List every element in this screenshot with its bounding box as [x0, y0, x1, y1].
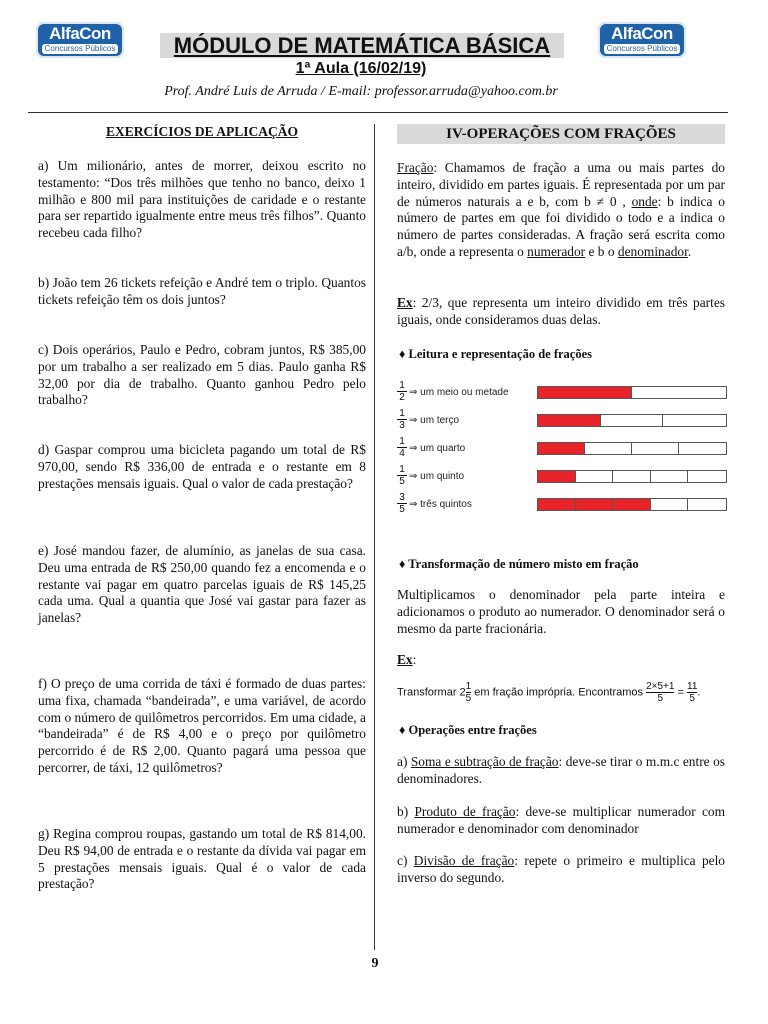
page-title: MÓDULO DE MATEMÁTICA BÁSICA: [173, 33, 551, 58]
ex2-mid: em fração imprópria. Encontramos: [471, 686, 647, 699]
frac-num: 11: [687, 681, 698, 692]
fraction-row: [397, 436, 727, 460]
frac-den: 5: [465, 693, 472, 704]
example-label: Ex: [397, 295, 413, 310]
op-b-text: : deve-se multiplicar numerador com numerador e denominador com denominador: [397, 804, 725, 836]
operations-heading: ♦ Operações entre frações: [399, 723, 537, 737]
frac-num: 2×5+1: [646, 681, 675, 692]
op-c-text: : repete o primeiro e multiplica pelo inverso do segundo.: [397, 853, 725, 885]
def-text-e: e b o: [585, 243, 618, 259]
example-2-label: [397, 652, 725, 669]
mixed-text: Multiplicamos o denominador pela parte inteira e adicionamos o produto ao numerador. O denominador será o mesmo da parte fracionária.: [397, 587, 725, 636]
exercise-g: g) Regina comprou roupas, gastando um total de R$ 814,00. Deu R$ 94,00 de entrada e o restante da dívida vai pagar em 5 prestações mensais iguais. Qual é o valor de cada prestação?: [38, 826, 366, 892]
fraction-bar-filled-part: [538, 415, 601, 426]
ex2-pre: Transformar 2: [397, 686, 466, 699]
fraction-symbol: [397, 492, 407, 515]
mixed-example: [397, 681, 745, 704]
fraction-bar-empty-part: [601, 415, 664, 426]
fraction-bar-empty-part: [613, 471, 651, 482]
fraction-result: [687, 681, 697, 704]
fraction-bar-empty-part: [679, 443, 726, 454]
fraction-bar-empty-part: [632, 387, 726, 398]
fraction-bar-filled-part: [576, 499, 614, 510]
fraction-symbol: [397, 464, 407, 487]
fraction-bar: [537, 470, 727, 483]
fraction-numerator: 3: [397, 492, 407, 504]
ex2-eq: =: [674, 686, 688, 699]
exercise-d: d) Gaspar comprou uma bicicleta pagando um total de R$ 970,00, sendo R$ 336,00 de entrada e o restante em 8 prestações mensais iguais. Qual o valor de cada prestação?: [38, 442, 366, 491]
exercise-e: e) José mandou fazer, de alumínio, as janelas de sua casa. Deu uma entrada de R$ 250,00 quando fez a encomenda e o restante vai pagar em quatro parcelas iguais de R$ 145,25 cada uma. Qual a quantia que José vai gastar para fazer as janelas?: [38, 543, 366, 626]
fraction-label: ⇒ um quinto: [409, 471, 465, 482]
column-divider: [374, 124, 375, 950]
fraction-numerator: 1: [397, 436, 407, 448]
frac-num: 1: [465, 681, 472, 692]
op-c-term: Divisão de fração: [413, 853, 515, 868]
fraction-symbol: [397, 380, 407, 403]
exercises-heading: EXERCÍCIOS DE APLICAÇÃO: [105, 124, 299, 139]
fraction-label: ⇒ um quarto: [409, 443, 466, 454]
logo-brand: AlfaCon: [611, 24, 673, 43]
professor-line: Prof. André Luis de Arruda / E-mail: professor.arruda@yahoo.com.br: [164, 84, 558, 99]
fraction-denominator: 2: [399, 392, 405, 403]
fraction-bar-empty-part: [688, 471, 726, 482]
fraction-bar-empty-part: [632, 443, 679, 454]
reading-heading: ♦ Leitura e representação de frações: [399, 347, 593, 361]
exercise-f: f) O preço de uma corrida de táxi é formado de duas partes: uma fixa, chamada “bandeirada”, e uma variável, de acordo com o número de quilômetros percorridos. Em uma cidade, a “bandeirada” é de R$ 4,00 e o preço por quilômetro percorrido é de R$ 2,00. Quanto pagará uma pessoa que percorrer, de táxi, 12 quilômetros?: [38, 676, 366, 775]
operation-b: [397, 804, 725, 838]
fraction-bar-filled-part: [613, 499, 651, 510]
fraction-bar-filled-part: [538, 471, 576, 482]
fraction-symbol: [397, 436, 407, 459]
frac-den: 5: [689, 693, 695, 704]
fraction-bar: [537, 498, 727, 511]
fraction-bar-empty-part: [585, 443, 632, 454]
exercise-b: b) João tem 26 tickets refeição e André tem o triplo. Quantos tickets refeição têm os dois juntos?: [38, 275, 366, 307]
example-1: [397, 295, 725, 329]
op-b-prefix: b): [397, 804, 415, 819]
fraction-bar-filled-part: [538, 443, 585, 454]
fraction-bar: [537, 442, 727, 455]
fraction-definition: [397, 160, 725, 261]
def-text-1: : Chamamos de fração a uma ou mais partes do inteiro, dividido em partes iguais. É representada por um par de números naturais a e b, com b ≠ 0 ,: [397, 160, 725, 209]
fraction-bar-empty-part: [688, 499, 726, 510]
fraction-bar: [537, 386, 727, 399]
fraction-denominator: 3: [399, 420, 405, 431]
op-a-prefix: a): [397, 754, 411, 769]
logo-sub: Concursos Públicos: [42, 44, 118, 54]
term-numerador: numerador: [527, 243, 586, 259]
fraction-bar: [537, 414, 727, 427]
fraction-label: ⇒ três quintos: [409, 499, 472, 510]
fraction-bar-empty-part: [651, 471, 689, 482]
fraction-denominator: 4: [399, 448, 405, 459]
fraction-label: ⇒ um meio ou metade: [409, 387, 509, 398]
logo-brand: AlfaCon: [49, 24, 111, 43]
def-text-2: : b indica o número de partes em que foi dividido o todo e a indica o número de partes consideradas. A fração será escrita como a/b, onde a representa o: [397, 193, 725, 259]
operation-a: [397, 754, 725, 788]
fraction-bar-empty-part: [663, 415, 726, 426]
term-onde: onde: [631, 193, 658, 209]
example-2-label-text: Ex: [397, 652, 413, 667]
term-denominador: denominador: [617, 243, 688, 259]
fraction-row: [397, 464, 727, 488]
fraction-numerator: 1: [397, 408, 407, 420]
fraction-symbol: [397, 408, 407, 431]
op-a-term: Soma e subtração de fração: [410, 754, 559, 769]
page-number: 9: [371, 956, 379, 971]
fraction-bar-filled-part: [538, 387, 632, 398]
fraction-row: [397, 492, 727, 516]
example-text: : 2/3, que representa um inteiro dividido em três partes iguais, onde consideramos duas delas.: [397, 295, 725, 327]
op-a-text: : deve-se tirar o m.m.c entre os denominadores.: [397, 754, 725, 786]
fraction-denominator: 5: [399, 504, 405, 515]
term-fracao: Fração: [397, 160, 434, 175]
fraction-numerator: 1: [397, 380, 407, 392]
fraction-bar-filled-part: [538, 499, 576, 510]
operation-c: [397, 853, 725, 887]
op-b-term: Produto de fração: [414, 804, 516, 819]
exercise-a: a) Um milionário, antes de morrer, deixou escrito no testamento: “Dos três milhões que tenho no banco, deixo 1 milhão e 800 mil para instituições de caridade e o restante para ser repartido igualmente entre meus três filhos”. Quanto recebeu cada filho?: [38, 158, 366, 241]
logo-sub: Concursos Públicos: [604, 44, 680, 54]
alfacon-logo-right: [598, 22, 686, 58]
exercises-column: [38, 124, 366, 892]
frac-den: 5: [657, 693, 664, 704]
example-2-colon: :: [412, 652, 417, 667]
fraction-denominator: 5: [399, 476, 405, 487]
def-text-end: .: [687, 243, 692, 259]
op-c-prefix: c): [397, 853, 414, 868]
mixed-heading: ♦ Transformação de número misto em fração: [399, 557, 639, 571]
exercise-c: c) Dois operários, Paulo e Pedro, cobram juntos, R$ 385,00 por um trabalho a ser realizado em 5 dias. Paulo ganha R$ 32,00 por dia de trabalho. Quanto ganhou Pedro pelo trabalho?: [38, 342, 366, 408]
fraction-row: [397, 408, 727, 432]
header-divider: [28, 112, 728, 113]
fraction-calc: [646, 681, 674, 704]
fraction-bar-empty-part: [576, 471, 614, 482]
fraction-label: ⇒ um terço: [409, 415, 460, 426]
fraction-bar-empty-part: [651, 499, 689, 510]
section-heading: IV-OPERAÇÕES COM FRAÇÕES: [397, 124, 725, 144]
alfacon-logo-left: [36, 22, 124, 58]
fraction-row: [397, 380, 727, 404]
fraction-numerator: 1: [397, 464, 407, 476]
lesson-subtitle: 1ª Aula (16/02/19): [295, 60, 427, 77]
ex2-end: .: [697, 686, 701, 699]
